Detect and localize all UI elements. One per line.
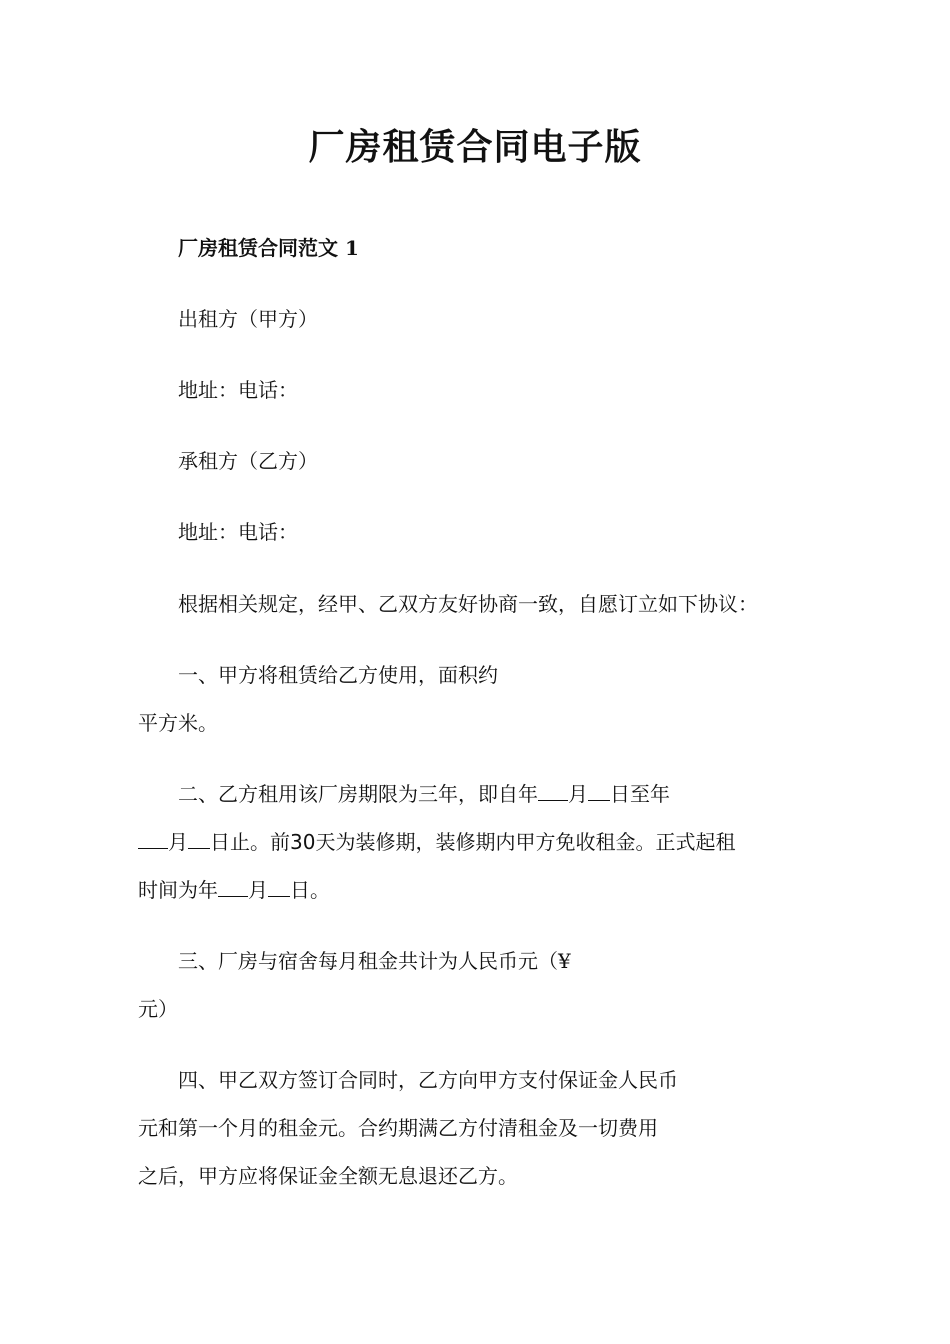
lessor-label: 出租方（甲方） [178,307,318,331]
blank-field [588,780,610,801]
blank-field [538,780,568,801]
clause-1-line-2: 平方米。 [138,711,218,735]
clause-2-text: 二、乙方租用该厂房期限为三年，即自年 [178,782,538,806]
clause-2-text: 时间为年 [138,878,218,902]
clause-2-text: 日至年 [610,782,670,806]
clause-2-month: 月 [248,878,268,902]
clause-2-days: 30 [290,830,316,854]
preamble: 根据相关规定，经甲、乙双方友好协商一致，自愿订立如下协议： [178,592,758,616]
lessor-contact: 地址：电话： [178,378,298,402]
clause-2-text: 天为装修期，装修期内甲方免收租金。正式起租 [315,830,736,854]
clause-2-month: 月 [568,782,588,806]
clause-3-line-2: 元） [138,997,178,1021]
section-heading: 厂房租赁合同范文 1 [178,236,359,260]
clause-4-line-1: 四、甲乙双方签订合同时，乙方向甲方支付保证金人民币 [178,1068,678,1092]
clause-2-line-3 [138,876,330,904]
lessee-label: 承租方（乙方） [178,449,318,473]
clause-2-text: 日。 [290,878,330,902]
blank-field [138,828,168,849]
clause-4-line-3: 之后，甲方应将保证金全额无息退还乙方。 [138,1164,518,1188]
clause-2-text: 日止。前 [210,830,290,854]
document-title: 厂房租赁合同电子版 [308,127,642,168]
clause-2-month: 月 [168,830,188,854]
clause-1-line-1: 一、甲方将租赁给乙方使用，面积约 [178,663,498,687]
lessee-contact: 地址：电话： [178,520,298,544]
clause-2-line-2 [138,828,735,856]
blank-field [268,876,290,897]
clause-4-line-2: 元和第一个月的租金元。合约期满乙方付清租金及一切费用 [138,1116,658,1140]
blank-field [188,828,210,849]
clause-3-line-1: 三、厂房与宿舍每月租金共计为人民币元（¥ [178,949,571,973]
blank-field [218,876,248,897]
clause-2-line-1 [178,780,670,808]
